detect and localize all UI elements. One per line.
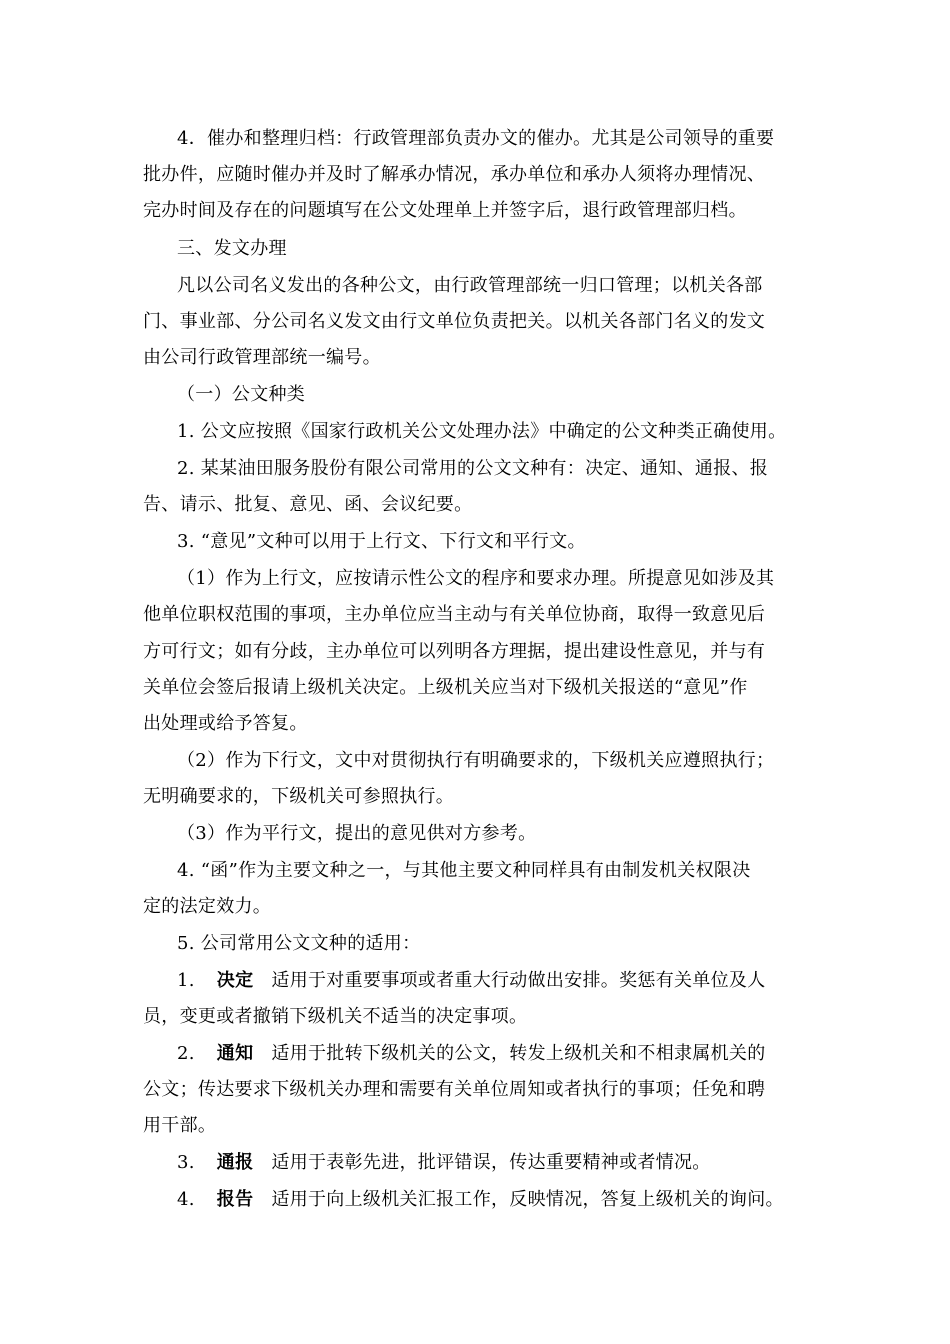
doc-type-term: 决定 [216, 970, 254, 991]
text-line: 4．催办和整理归档：行政管理部负责办文的催办。尤其是公司领导的重要 [177, 128, 775, 149]
doc-type-term: 通知 [216, 1043, 254, 1064]
item-number: 2. [177, 1043, 195, 1064]
text-line: 2. 某某油田服务股份有限公司常用的公文文种有：决定、通知、通报、报 [177, 458, 769, 479]
text-line: 他单位职权范围的事项，主办单位应当主动与有关单位协商，取得一致意见后 [143, 604, 766, 625]
text-line: 定的法定效力。 [143, 896, 272, 917]
item-text: 适用于批转下级机关的公文，转发上级机关和不相隶属机关的 [271, 1043, 766, 1064]
doc-type-term: 报告 [216, 1189, 254, 1210]
text-line: 出处理或给予答复。 [143, 713, 308, 734]
text-line: 4. “函”作为主要文种之一，与其他主要文种同样具有由制发机关权限决 [177, 860, 751, 881]
doc-type-term: 通报 [216, 1152, 254, 1173]
doc-type-item [177, 1188, 784, 1212]
item-text: 适用于表彰先进，批评错误，传达重要精神或者情况。 [271, 1152, 711, 1173]
text-line: （3）作为平行文，提出的意见供对方参考。 [177, 823, 537, 844]
text-line: 1. 公文应按照《国家行政机关公文处理办法》中确定的公文种类正确使用。 [177, 421, 787, 442]
text-line: 用干部。 [143, 1115, 217, 1136]
text-line: 公文；传达要求下级机关办理和需要有关单位周知或者执行的事项；任免和聘 [143, 1079, 766, 1100]
text-line: 关单位会签后报请上级机关决定。上级机关应当对下级机关报送的“意见”作 [143, 677, 748, 698]
text-line: 由公司行政管理部统一编号。 [143, 347, 381, 368]
subsection-heading: （一）公文种类 [177, 384, 306, 405]
text-line: 完办时间及存在的问题填写在公文处理单上并签字后，退行政管理部归档。 [143, 200, 747, 221]
text-line: 批办件，应随时催办并及时了解承办情况，承办单位和承办人须将办理情况、 [143, 164, 766, 185]
text-line: 无明确要求的，下级机关可参照执行。 [143, 786, 455, 807]
text-line: 方可行文；如有分歧，主办单位可以列明各方理据，提出建设性意见，并与有 [143, 641, 766, 662]
text-line: （2）作为下行文，文中对贯彻执行有明确要求的，下级机关应遵照执行； [177, 750, 775, 771]
item-text: 适用于对重要事项或者重大行动做出安排。奖惩有关单位及人 [271, 970, 766, 991]
text-line: 凡以公司名义发出的各种公文，由行政管理部统一归口管理；以机关各部 [177, 275, 763, 296]
item-number: 4. [177, 1189, 195, 1210]
item-number: 1. [177, 970, 195, 991]
text-line: 3. “意见”文种可以用于上行文、下行文和平行文。 [177, 531, 586, 552]
doc-type-item [177, 1042, 766, 1066]
section-heading: 三、发文办理 [177, 238, 287, 259]
text-line: 门、事业部、分公司名义发文由行文单位负责把关。以机关各部门名义的发文 [143, 311, 766, 332]
text-line: 员，变更或者撤销下级机关不适当的决定事项。 [143, 1006, 528, 1027]
doc-type-item [177, 1151, 711, 1175]
text-line: （1）作为上行文，应按请示性公文的程序和要求办理。所提意见如涉及其 [177, 568, 775, 589]
text-line: 告、请示、批复、意见、函、会议纪要。 [143, 494, 473, 515]
doc-type-item [177, 969, 766, 993]
item-text: 适用于向上级机关汇报工作，反映情况，答复上级机关的询问。 [271, 1189, 784, 1210]
text-line: 5. 公司常用公文文种的适用： [177, 933, 421, 954]
item-number: 3. [177, 1152, 195, 1173]
